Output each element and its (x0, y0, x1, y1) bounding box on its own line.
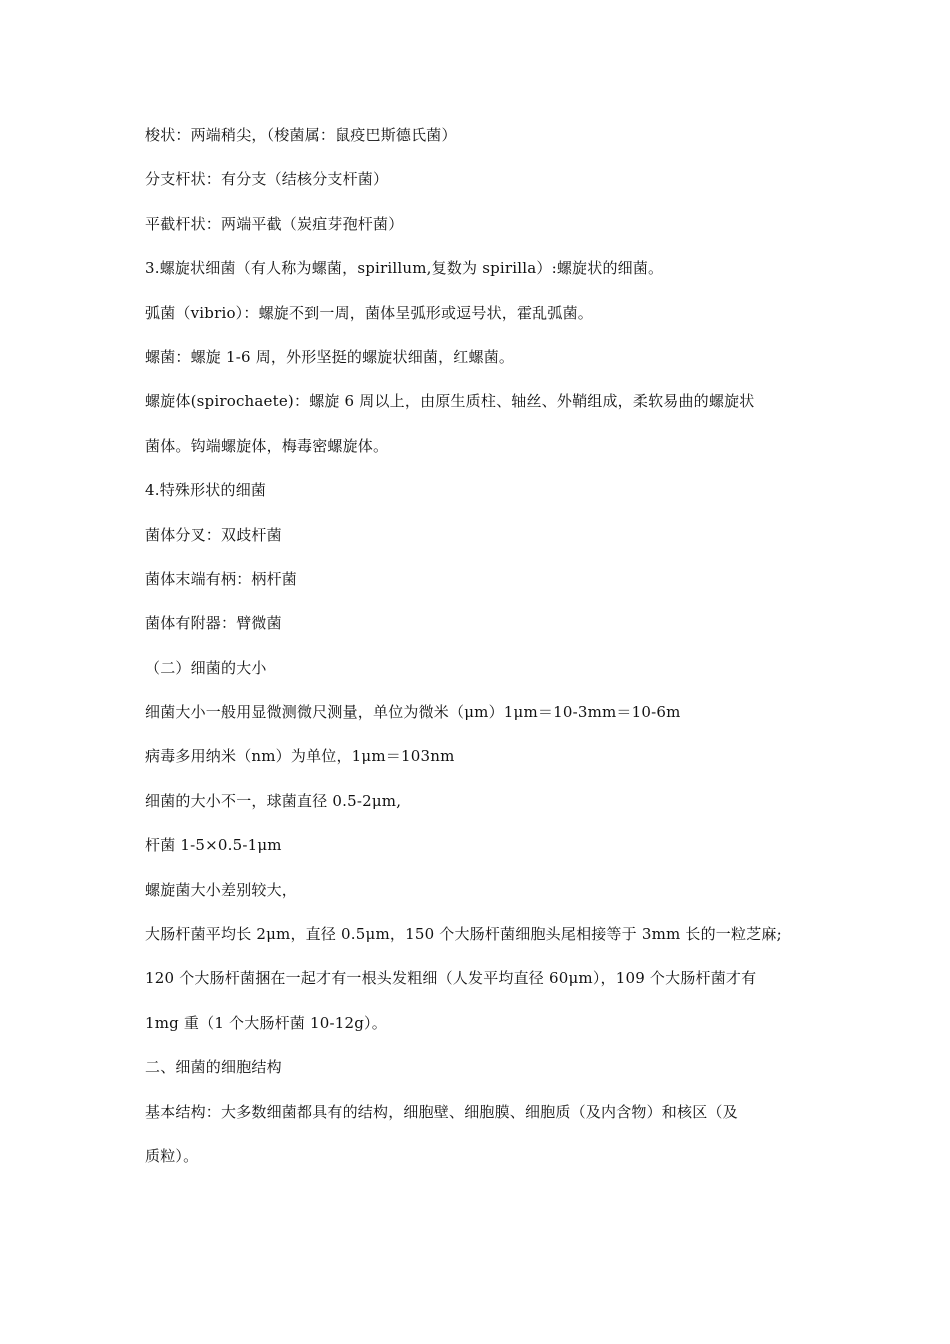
text-line: 平截杆状：两端平截（炭疽芽孢杆菌） (145, 214, 404, 233)
text-line: 杆菌 1-5×0.5-1μm (145, 836, 282, 855)
text-line: 菌体分叉：双歧杆菌 (145, 525, 282, 544)
text-line: 基本结构：大多数细菌都具有的结构，细胞壁、细胞膜、细胞质（及内含物）和核区（及 (145, 1102, 738, 1121)
text-line: 3.螺旋状细菌（有人称为螺菌，spirillum,复数为 spirilla）:螺旋状的细菌。 (145, 259, 664, 278)
text-line: 菌体有附器：臂微菌 (145, 614, 282, 633)
text-line: 菌体。钩端螺旋体，梅毒密螺旋体。 (145, 436, 389, 455)
text-line: 螺旋菌大小差别较大， (145, 880, 298, 899)
section-heading: 二、细菌的细胞结构 (145, 1058, 282, 1077)
text-line: 细菌的大小不一，球菌直径 0.5-2μm, (145, 791, 402, 810)
document-body (145, 124, 815, 1189)
text-line: 大肠杆菌平均长 2μm，直径 0.5μm，150 个大肠杆菌细胞头尾相接等于 3mm 长的一粒芝麻; (145, 925, 782, 944)
text-line: 螺旋体(spirochaete)：螺旋 6 周以上，由原生质柱、轴丝、外鞘组成，柔软易曲的螺旋状 (145, 392, 755, 411)
text-line: 细菌大小一般用显微测微尺测量，单位为微米（μm）1μm＝10-3mm＝10-6m (145, 703, 681, 722)
text-line: 弧菌（vibrio）：螺旋不到一周，菌体呈弧形或逗号状，霍乱弧菌。 (145, 303, 593, 322)
text-line: 螺菌：螺旋 1-6 周，外形坚挺的螺旋状细菌，红螺菌。 (145, 347, 515, 366)
text-line: 1mg 重（1 个大肠杆菌 10-12g）。 (145, 1013, 387, 1032)
text-line: 梭状：两端稍尖，（梭菌属：鼠疫巴斯德氏菌） (145, 126, 457, 144)
text-line: 120 个大肠杆菌捆在一起才有一根头发粗细（人发平均直径 60μm），109 个大肠杆菌才有 (145, 969, 757, 988)
text-line: 病毒多用纳米（nm）为单位，1μm＝103nm (145, 747, 455, 766)
text-line: 分支杆状：有分支（结核分支杆菌） (145, 170, 389, 189)
text-line: 菌体末端有柄：柄杆菌 (145, 569, 298, 588)
text-line: 质粒）。 (145, 1146, 199, 1165)
section-heading: 4.特殊形状的细菌 (145, 481, 267, 500)
section-heading: （二）细菌的大小 (145, 658, 267, 677)
